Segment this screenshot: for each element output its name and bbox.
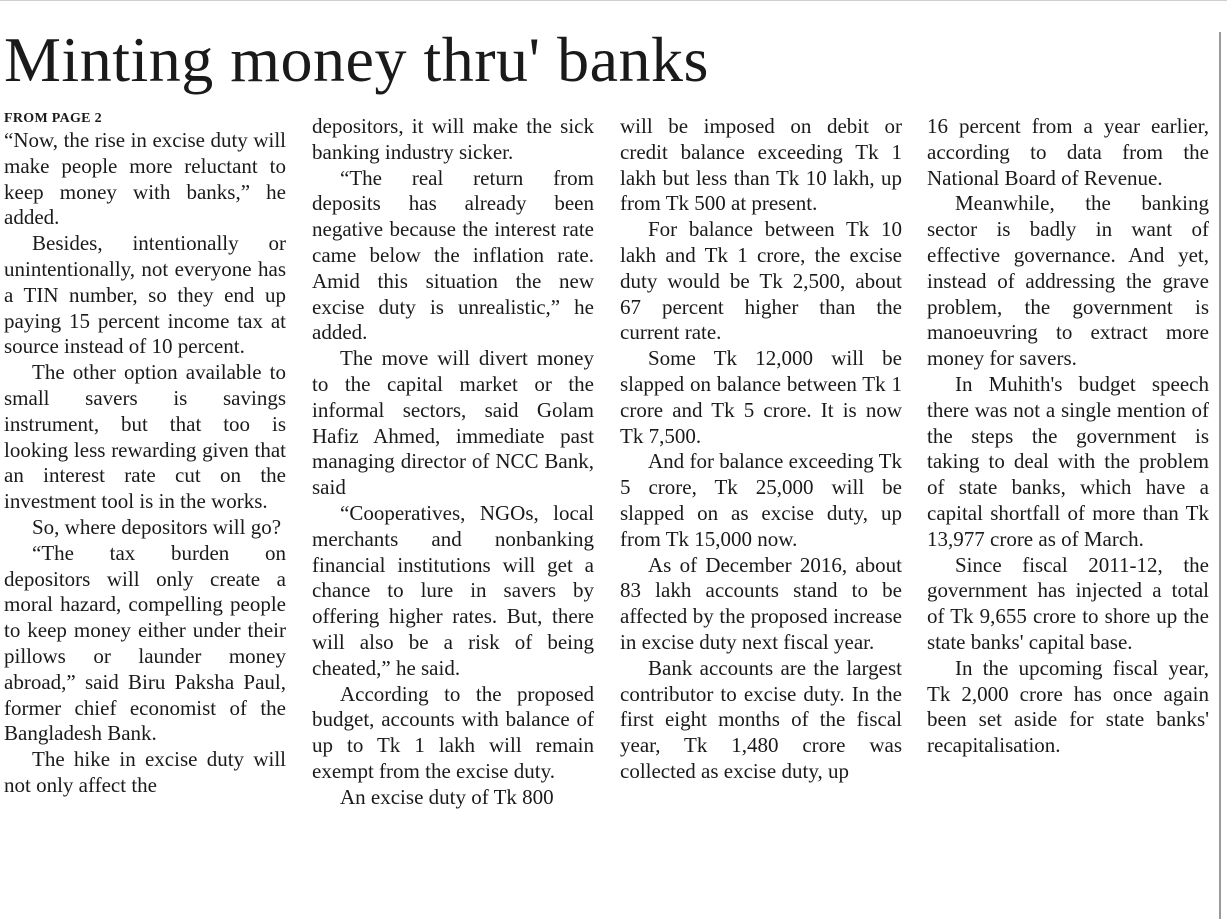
- paragraph: And for balance exceeding Tk 5 crore, Tk 25,000 will be slapped on as excise duty, up from Tk 15,000 now.: [620, 449, 902, 551]
- paragraph: “The real return from deposits has already been negative because the interest rate came below the inflation rate. Amid this situation the new excise duty is unrealistic,” he added.: [312, 165, 594, 345]
- paragraph: So, where depositors will go?: [32, 514, 282, 539]
- paragraph: As of December 2016, about 83 lakh accounts stand to be affected by the proposed increase in excise duty next fiscal year.: [620, 552, 902, 654]
- paragraph: “The tax burden on depositors will only create a moral hazard, compelling people to keep money either under their pillows or launder money abroad,” said Biru Paksha Paul, former chief economist of the Bangladesh Bank.: [4, 540, 286, 746]
- paragraph: An excise duty of Tk 800: [340, 784, 554, 809]
- paragraph: depositors, it will make the sick banking industry sicker.: [312, 114, 594, 164]
- paragraph: Bank accounts are the largest contributor to excise duty. In the first eight months of the fiscal year, Tk 1,480 crore was collected as excise duty, up: [620, 655, 902, 783]
- paragraph: Meanwhile, the banking sector is badly in want of effective governance. And yet, instead of addressing the grave problem, the government is manoeuvring to extract more money for savers.: [927, 191, 1209, 371]
- continued-from-label: FROM PAGE 2: [4, 111, 102, 126]
- paragraph: 16 percent from a year earlier, according to data from the National Board of Revenue.: [927, 114, 1209, 190]
- paragraph: In Muhith's budget speech there was not a single mention of the steps the government is taking to deal with the problem of state banks, which have a capital shortfall of more than Tk 13,977 crore as of March.: [927, 371, 1209, 551]
- column-rule: [1219, 32, 1221, 919]
- paragraph: “Now, the rise in excise duty will make people more reluctant to keep money with banks,” he added.: [4, 128, 286, 230]
- paragraph: “Cooperatives, NGOs, local merchants and nonbanking financial institutions will get a chance to lure in savers by offering higher rates. But, there will also be a risk of being cheated,” he said.: [312, 500, 594, 680]
- paragraph: Some Tk 12,000 will be slapped on balance between Tk 1 crore and Tk 5 crore. It is now Tk 7,500.: [620, 346, 902, 448]
- paragraph: According to the proposed budget, accounts with balance of up to Tk 1 lakh will remain exempt from the excise duty.: [312, 681, 594, 783]
- paragraph: Since fiscal 2011-12, the government has injected a total of Tk 9,655 crore to shore up the state banks' capital base.: [927, 552, 1209, 654]
- paragraph: In the upcoming fiscal year, Tk 2,000 crore has once again been set aside for state banks' recapitalisation.: [927, 655, 1209, 758]
- paragraph: The hike in excise duty will not only affect the: [4, 747, 286, 797]
- article-column-2: [312, 110, 594, 919]
- paragraph: For balance between Tk 10 lakh and Tk 1 crore, the excise duty would be Tk 2,500, about 67 percent higher than the current rate.: [620, 217, 902, 345]
- top-rule: [0, 0, 1227, 1]
- paragraph: Besides, intentionally or unintentionally, not everyone has a TIN number, so they end up paying 15 percent income tax at source instead of 10 percent.: [4, 231, 286, 359]
- paragraph: The other option available to small savers is savings instrument, but that too is looking less rewarding given that an interest rate cut on the investment tool is in the works.: [4, 360, 286, 514]
- article-column-4: [927, 110, 1209, 919]
- paragraph: will be imposed on debit or credit balance exceeding Tk 1 lakh but less than Tk 10 lakh, up from Tk 500 at present.: [620, 114, 902, 216]
- headline: Minting money thru' banks: [4, 24, 709, 95]
- article-column-1: [4, 110, 286, 919]
- article-column-3: [620, 110, 902, 919]
- paragraph: The move will divert money to the capital market or the informal sectors, said Golam Hafiz Ahmed, immediate past managing director of NCC Bank, said: [312, 346, 594, 500]
